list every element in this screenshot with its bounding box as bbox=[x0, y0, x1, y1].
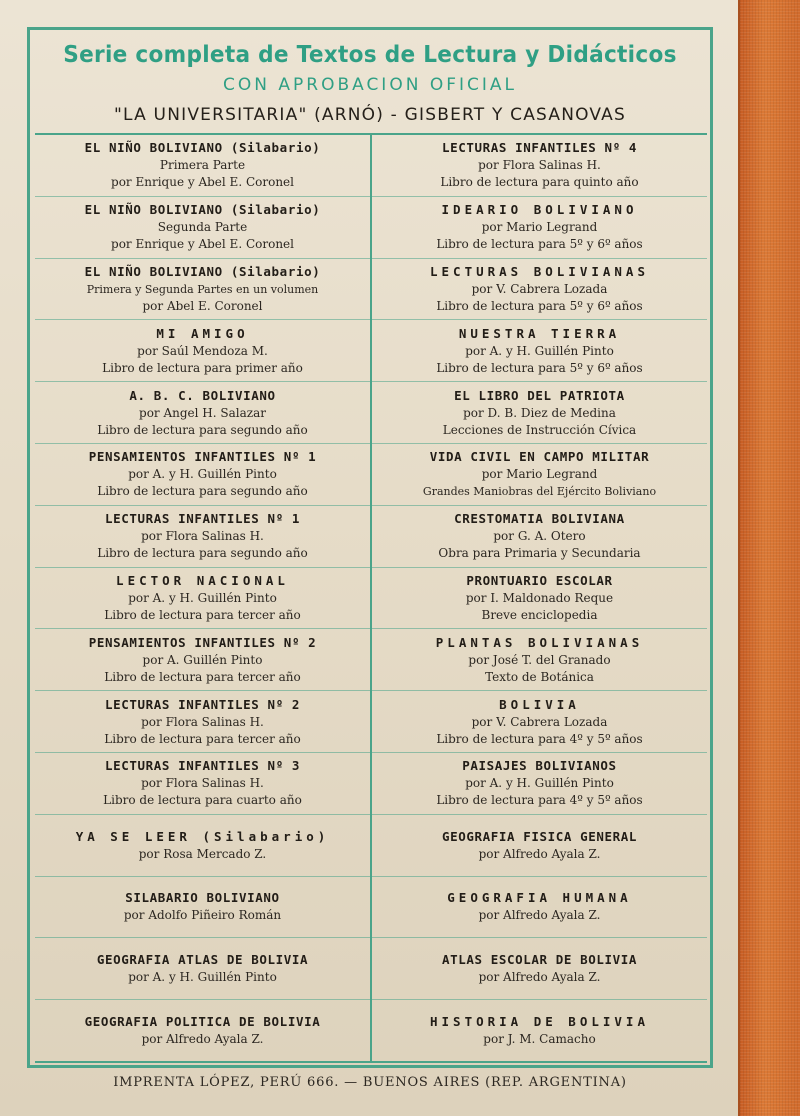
book-detail-line: Obra para Primaria y Secundaria bbox=[438, 546, 641, 561]
book-title: EL LIBRO DEL PATRIOTA bbox=[454, 387, 625, 403]
book-detail-line: Segunda Parte bbox=[157, 220, 248, 235]
book-title: BOLIVIA bbox=[499, 696, 580, 712]
book-detail-line: Libro de lectura para segundo año bbox=[97, 422, 308, 437]
book-entry bbox=[372, 444, 707, 506]
book-detail-line: por A. y H. Guillén Pinto bbox=[128, 467, 277, 482]
book-title: GEOGRAFIA POLITICA DE BOLIVIA bbox=[84, 1014, 321, 1030]
book-title: LECTURAS INFANTILES Nº 3 bbox=[104, 758, 300, 774]
book-title: GEOGRAFIA ATLAS DE BOLIVIA bbox=[96, 952, 309, 968]
approval-subtitle: CON APROBACION OFICIAL bbox=[223, 75, 517, 95]
book-entry bbox=[35, 691, 370, 753]
book-detail-line: por Mario Legrand bbox=[481, 220, 598, 235]
book-title: LECTURAS INFANTILES Nº 1 bbox=[104, 511, 300, 527]
book-title: SILABARIO BOLIVIANO bbox=[125, 890, 280, 906]
book-detail-line: por Alfredo Ayala Z. bbox=[478, 846, 601, 861]
book-detail-line: por V. Cabrera Lozada bbox=[471, 281, 608, 296]
book-detail-line: por Rosa Mercado Z. bbox=[138, 846, 267, 861]
book-title: EL NIÑO BOLIVIANO (Silabario) bbox=[84, 140, 321, 156]
book-entry bbox=[35, 877, 370, 939]
book-detail-line: Libro de lectura para tercer año bbox=[104, 669, 301, 684]
book-title: VIDA CIVIL EN CAMPO MILITAR bbox=[429, 449, 650, 465]
book-detail-line: Libro de lectura para segundo año bbox=[97, 546, 308, 561]
book-title: A. B. C. BOLIVIANO bbox=[129, 387, 276, 403]
book-entry bbox=[372, 259, 707, 321]
book-entry bbox=[35, 382, 370, 444]
printer-footer: IMPRENTA LÓPEZ, PERÚ 666. — BUENOS AIRES (REP. ARGENTINA) bbox=[113, 1075, 627, 1090]
book-detail-line: Lecciones de Instrucción Cívica bbox=[442, 422, 637, 437]
book-detail-line: por A. y H. Guillén Pinto bbox=[465, 343, 614, 358]
book-detail-line: por I. Maldonado Reque bbox=[465, 590, 614, 605]
book-title: PLANTAS BOLIVIANAS bbox=[435, 634, 644, 650]
book-detail-line: por V. Cabrera Lozada bbox=[471, 714, 608, 729]
book-detail-line: por A. y H. Guillén Pinto bbox=[128, 970, 277, 985]
book-entry bbox=[372, 1000, 707, 1061]
book-title: PAISAJES BOLIVIANOS bbox=[462, 758, 617, 774]
book-detail-line: por Enrique y Abel E. Coronel bbox=[111, 237, 294, 252]
book-detail-line: por G. A. Otero bbox=[493, 529, 586, 544]
book-entry bbox=[35, 444, 370, 506]
book-title: PENSAMIENTOS INFANTILES Nº 1 bbox=[88, 449, 317, 465]
book-entry bbox=[372, 815, 707, 877]
book-title: GEOGRAFIA FISICA GENERAL bbox=[441, 828, 637, 844]
left-column bbox=[35, 135, 372, 1061]
book-title: LECTURAS INFANTILES Nº 2 bbox=[104, 696, 300, 712]
book-detail-line: por Angel H. Salazar bbox=[139, 405, 266, 420]
book-list-grid bbox=[35, 133, 707, 1063]
book-title: ATLAS ESCOLAR DE BOLIVIA bbox=[441, 952, 637, 968]
book-title: CRESTOMATIA BOLIVIANA bbox=[454, 511, 625, 527]
right-column bbox=[372, 135, 707, 1061]
book-detail-line: Libro de lectura para tercer año bbox=[104, 731, 301, 746]
book-detail-line: por Alfredo Ayala Z. bbox=[141, 1032, 264, 1047]
book-entry bbox=[372, 629, 707, 691]
book-entry bbox=[372, 320, 707, 382]
book-detail-line: Primera y Segunda Partes en un volumen bbox=[86, 282, 319, 296]
book-detail-line: por Adolfo Piñeiro Román bbox=[123, 908, 282, 923]
book-title: NUESTRA TIERRA bbox=[458, 325, 621, 341]
book-title: LECTURAS INFANTILES Nº 4 bbox=[441, 140, 637, 156]
book-entry bbox=[372, 568, 707, 630]
book-detail-line: Libro de lectura para 4º y 5º años bbox=[436, 793, 643, 808]
book-detail-line: por Flora Salinas H. bbox=[141, 714, 264, 729]
book-detail-line: por Flora Salinas H. bbox=[141, 529, 264, 544]
book-detail-line: por Saúl Mendoza M. bbox=[137, 343, 268, 358]
book-detail-line: por J. M. Camacho bbox=[483, 1032, 596, 1047]
book-detail-line: por D. B. Diez de Medina bbox=[463, 405, 616, 420]
book-entry bbox=[372, 197, 707, 259]
publishers-line: "LA UNIVERSITARIA" (ARNÓ) - GISBERT Y CASANOVAS bbox=[114, 105, 626, 125]
book-detail-line: Breve enciclopedia bbox=[481, 607, 598, 622]
book-detail-line: por Mario Legrand bbox=[481, 467, 598, 482]
book-title: GEOGRAFIA HUMANA bbox=[447, 890, 632, 906]
book-detail-line: por A. Guillén Pinto bbox=[142, 652, 263, 667]
book-entry bbox=[372, 506, 707, 568]
book-entry bbox=[372, 135, 707, 197]
book-detail-line: Primera Parte bbox=[159, 158, 246, 173]
book-entry bbox=[372, 938, 707, 1000]
book-cloth-binding bbox=[738, 0, 800, 1116]
book-entry bbox=[35, 629, 370, 691]
book-title: EL NIÑO BOLIVIANO (Silabario) bbox=[84, 263, 321, 279]
book-entry bbox=[35, 753, 370, 815]
book-title: IDEARIO BOLIVIANO bbox=[441, 202, 638, 218]
book-detail-line: Libro de lectura para primer año bbox=[102, 360, 303, 375]
book-entry bbox=[372, 753, 707, 815]
book-detail-line: por A. y H. Guillén Pinto bbox=[465, 776, 614, 791]
book-detail-line: Grandes Maniobras del Ejército Boliviano bbox=[422, 485, 657, 499]
book-entry bbox=[35, 938, 370, 1000]
book-detail-line: por Flora Salinas H. bbox=[478, 158, 601, 173]
book-detail-line: Texto de Botánica bbox=[485, 669, 594, 684]
book-title: YA SE LEER (Silabario) bbox=[75, 828, 330, 844]
book-entry bbox=[35, 197, 370, 259]
book-detail-line: por A. y H. Guillén Pinto bbox=[128, 590, 277, 605]
book-detail-line: Libro de lectura para 5º y 6º años bbox=[436, 237, 643, 252]
book-title: MI AMIGO bbox=[156, 325, 249, 341]
book-entry bbox=[35, 135, 370, 197]
book-title: EL NIÑO BOLIVIANO (Silabario) bbox=[84, 202, 321, 218]
book-title: HISTORIA DE BOLIVIA bbox=[430, 1014, 649, 1030]
book-entry bbox=[35, 506, 370, 568]
book-entry bbox=[35, 1000, 370, 1061]
book-entry bbox=[35, 568, 370, 630]
book-title: LECTURAS BOLIVIANAS bbox=[430, 263, 649, 279]
book-detail-line: Libro de lectura para 5º y 6º años bbox=[436, 360, 643, 375]
book-detail-line: por Abel E. Coronel bbox=[142, 298, 263, 313]
book-detail-line: Libro de lectura para 4º y 5º años bbox=[436, 731, 643, 746]
book-detail-line: Libro de lectura para segundo año bbox=[97, 484, 308, 499]
book-detail-line: por Flora Salinas H. bbox=[141, 776, 264, 791]
book-title: PENSAMIENTOS INFANTILES Nº 2 bbox=[88, 634, 317, 650]
book-detail-line: por Alfredo Ayala Z. bbox=[478, 970, 601, 985]
book-detail-line: Libro de lectura para quinto año bbox=[440, 175, 639, 190]
book-detail-line: Libro de lectura para 5º y 6º años bbox=[436, 298, 643, 313]
book-entry bbox=[35, 815, 370, 877]
book-entry bbox=[372, 382, 707, 444]
series-title: Serie completa de Textos de Lectura y Didácticos bbox=[63, 42, 677, 68]
book-entry bbox=[372, 691, 707, 753]
book-detail-line: por Alfredo Ayala Z. bbox=[478, 908, 601, 923]
book-detail-line: por José T. del Granado bbox=[468, 652, 611, 667]
book-title: LECTOR NACIONAL bbox=[116, 572, 289, 588]
book-detail-line: Libro de lectura para cuarto año bbox=[103, 793, 302, 808]
book-entry bbox=[35, 259, 370, 321]
page-header bbox=[30, 38, 710, 130]
book-entry bbox=[372, 877, 707, 939]
book-title: PRONTUARIO ESCOLAR bbox=[466, 572, 613, 588]
book-detail-line: Libro de lectura para tercer año bbox=[104, 607, 301, 622]
book-entry bbox=[35, 320, 370, 382]
book-detail-line: por Enrique y Abel E. Coronel bbox=[111, 175, 294, 190]
